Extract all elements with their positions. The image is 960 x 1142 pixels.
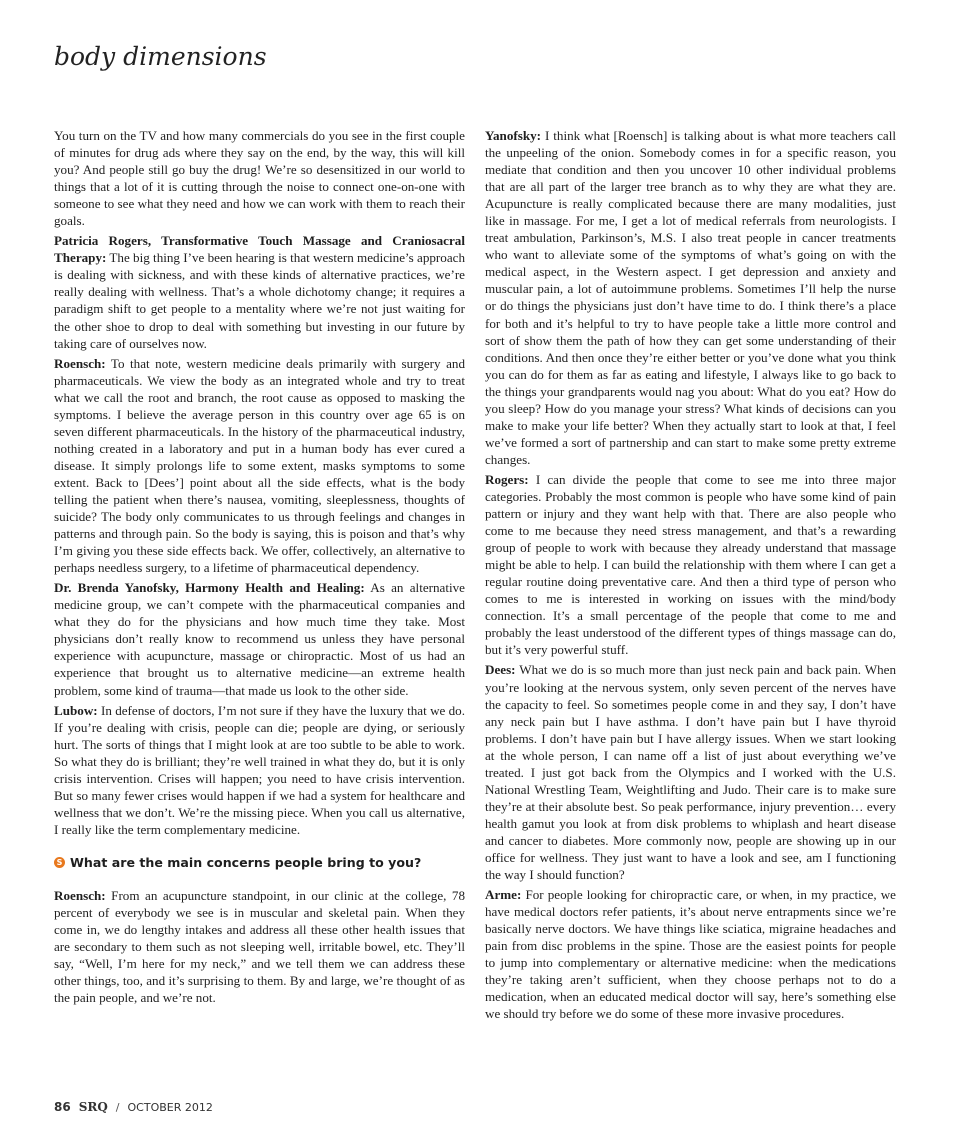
speaker-name: Lubow: — [54, 702, 98, 718]
page-footer — [54, 1100, 213, 1114]
paragraph: Roensch: To that note, western medicine deals primarily with surgery and pharmaceuticals. We view the body as an integrated whole and try to treat what we call the root and branch, the root cause as opposed to masking the symptoms. I believe the average person in this country over age 65 is on seven different pharmaceuticals. In the history of the pharmaceutical industry, nothing created in a laboratory and put in a human body has ever cured a disease. It simply prolongs life to some extent, masks symptoms to some extent. Back to [Dees’] point about all the side effects, what is the body telling the patient when there’s nausea, vomiting, sleeplessness, thoughts of suicide? The body only communicates to us through feelings and changes in patterns and through pain. So the body is saying, this is poison and that’s why I’m giving you these side effects back. We offer, collectively, an alternative to perhaps needless surgery, to a lifetime of pharmaceutical dependency. — [54, 355, 465, 576]
speaker-name: Roensch: — [54, 887, 106, 903]
speaker-name: Yanofsky: — [485, 128, 542, 143]
speaker-name: Dees: — [485, 662, 516, 678]
page-number: 86 — [54, 1100, 71, 1114]
paragraph: Rogers: I can divide the people that come to see me into three major categories. Probably the most common is people who have some kind of pain pattern or injury and they want help with that. There are also people who come to me because they need stress management, and that’s a rewarding group of people to work with because they already understand that massage might be able to help. I can build the relationship with them where I can get a regular routine doing preventative care. And then a third type of person who comes to me is interested in working on issues with the mind/body connection. It’s a small percentage of the people that come to me and probably the least understood of the different types of things massage can do, but it’s very powerful stuff. — [485, 471, 896, 658]
paragraph: Lubow: In defense of doctors, I’m not sure if they have the luxury that we do. If you’re dealing with crisis, people can die; people are dying, or seriously hurt. The sorts of things that I might look at are too subtle to be able to work. So what they do is brilliant; they’re well trained in what they do, but it is only crisis intervention. Crises will happen; you need to have crisis intervention. But so many fewer crises would happen if we had a system for healthcare and wellness that we don’t. We’re the missing piece. When you call us alternative, I really like the term complementary medicine. — [54, 702, 465, 837]
magazine-name: SRQ — [78, 1100, 108, 1114]
question-heading: S What are the main concerns people bring to you? — [54, 854, 465, 871]
paragraph: Arme: For people looking for chiropractic care, or when, in my practice, we have medical doctors refer patients, it’s about nerve entrapments since we’re basically nerve doctors. We have things like sciatica, migraine headaches and pain from disc problems in the spine. Those are the easiest points for people to jump into complementary or alternative medicine: when the medications they’re taking aren’t sufficient, when they choose perhaps not to do a medication, when an educated medical doctor will say, here’s something else we should try before we do some of these more invasive procedures. — [485, 887, 896, 1022]
paragraph: Roensch: From an acupuncture standpoint, in our clinic at the college, 78 percent of everybody we see is in muscular and skeletal pain. When they come in, we do lengthy intakes and address all these other health issues that are secondary to them such as not sleeping well, irritable bowel, etc. They’ll say, “Well, I’m here for my neck,” and we tell them we can address these other things, too, and it’s surprising to them. By and large, we’re thought of as the pain people, and we’re not. — [54, 887, 465, 1006]
srq-bullet-icon: S — [54, 857, 65, 868]
paragraph: Dees: What we do is so much more than just neck pain and back pain. When you’re looking at the nervous system, only seven percent of the nerves have the capacity to feel. So sometimes people come in and they say, I don’t have any neck pain but I have asthma. I don’t have pain but I have thyroid problems. I don’t have pain but I have allergy issues. When we start looking at the whole person, I can name off a list of just about everything we’ve treated. I just got back from the Olympics and I worked with the U.S. National Wrestling Team, Weightlifting and Judo. Their care is to make sure they’re at their absolute best. So peak performance, injury prevention… every health gamut you look at from disk problems to whiplash and heart disease and cancer to diabetes. More commonly now, people are showing up in our office for wellness. They just want to have a look and see, am I functioning the way I should function? — [485, 662, 896, 883]
speaker-name: Arme: — [485, 887, 522, 903]
paragraph: Dr. Brenda Yanofsky, Harmony Health and Healing: As an alternative medicine group, we can’t compete with the pharmaceutical companies and what they do for the physicians and how much time they take. Most physicians don’t really know to recommend us unless they have personal experience with acupuncture, massage or chiropractic. Most of us had an experience that brought us to alternative medicine—an extreme health problem, some kind of trauma—that made us look to the other side. — [54, 580, 465, 698]
speaker-name: Rogers: — [485, 471, 529, 487]
speaker-name: Roensch: — [54, 355, 106, 371]
section-title: body dimensions — [54, 42, 267, 71]
paragraph: Yanofsky: I think what [Roensch] is talking about is what more teachers call the unpeeling of the onion. Somebody comes in for a specific reason, you mediate that condition and then you uncover 10 other individual problems that are all part of the larger tree branch as to why they are what they are. Acupuncture is really complicated because there are many modalities, just like in massage. For me, I get a lot of medical referrals from neurologists. I treat ambulation, Parkinson’s, M.S. I also treat people in cancer treatments who want to alleviate some of the symptoms of what’s going on with the medical aspect, in the Western aspect. I get depression and anxiety and muscular pain, a lot of autoimmune problems. Sometimes I’ll help the nurse or do things the physicians just don’t have time to do. I think there’s a place for both and it’s helpful to try to have people take a little more control and sort of show them the path of how they can get some understanding of their conditions. And then once they’re either better or you’ve done what you think you can do for them as far as eating and lifestyle, I always like to go back to the things your grandparents would nag you about: What do you eat? How do you sleep? How do you manage your stress? What kinds of decisions can you make to make your life better? When they actually start to look at that, I feel we’ve formed a sort of partnership and can start to make some pretty extreme changes. — [485, 128, 896, 467]
issue-date: OCTOBER 2012 — [127, 1101, 213, 1114]
paragraph: You turn on the TV and how many commercials do you see in the first couple of minutes for drug ads where they say on the end, by the way, this will kill you? And people still go buy the drug! We’re so desensitized in our world to things that a lot of it is cutting through the noise to connect one-on-one with someone to see what they need and how we can work with them to reach their goals. — [54, 128, 465, 229]
footer-separator: / — [115, 1101, 120, 1114]
paragraph: Patricia Rogers, Transformative Touch Massage and Craniosacral Therapy: The big thing I’ve been hearing is that western medicine’s approach is dealing with sickness, and with these kinds of alternative practices, we’re really dealing with wellness. That’s a whole dichotomy change; it requires a paradigm shift to get people to a mentality where we’re not just waiting for the other shoe to drop to deal with something but investing in our future by taking care of ourselves now. — [54, 233, 466, 351]
left-column — [54, 127, 465, 1009]
speaker-name: Dr. Brenda Yanofsky, Harmony Health and Healing: — [54, 580, 365, 596]
speaker-name: Patricia Rogers, Transformative Touch Massage and Craniosacral Therapy: — [54, 233, 465, 266]
right-column — [485, 127, 896, 1025]
